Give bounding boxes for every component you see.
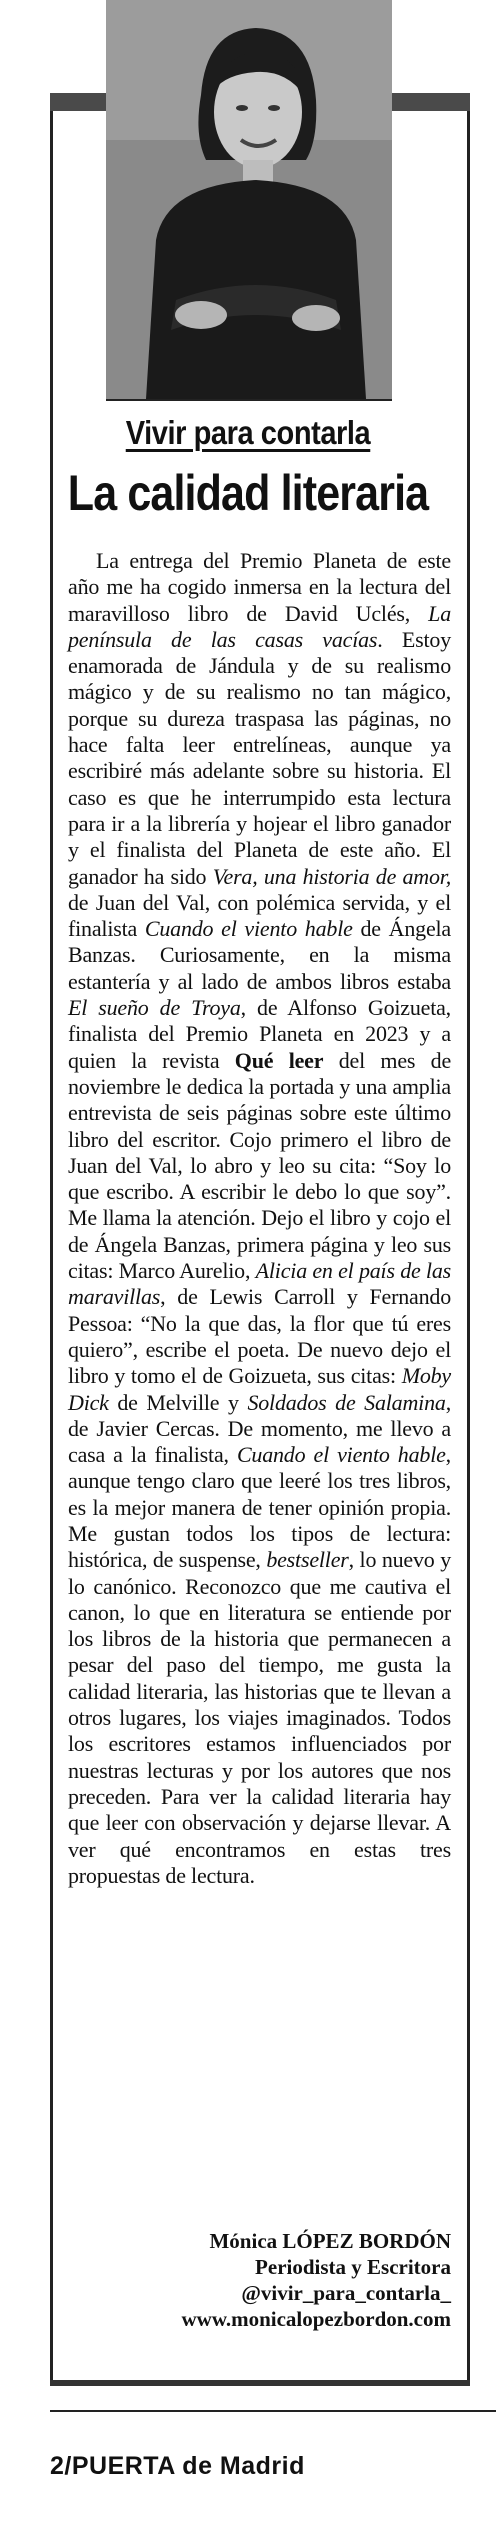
book-title: Alicia en el país de las maravillas (68, 1258, 452, 1310)
page-folio: 2/PUERTA de Madrid (50, 2452, 305, 2480)
book-title: Cuando el viento hable (236, 1442, 446, 1468)
footer-rule (50, 2410, 496, 2412)
book-title: Moby Dick (68, 1363, 451, 1415)
body-text-run: del mes de noviembre le dedica la portada y una amplia entrevista de seis páginas sobre este último libro del escritor. Cojo primero el libro de Juan del Val, lo abro y leo su cita: “Soy lo que escribo. A escribir le debo lo que soy”. Me llama la atención. Dejo el libro y cojo el de Ángela Banzas, primera página y leo sus citas: Marco Aurelio, (68, 1047, 452, 1284)
body-text-run: La entrega del Premio Planeta de este año me ha cogido inmersa en la lectura del maravilloso libro de David Uclés, (68, 548, 451, 626)
article-body (68, 548, 451, 1889)
body-text-run: , de Lewis Carroll y Fernando Pessoa: “No la que das, la flor que tú eres quiero”, escribe el poeta. De nuevo dejo el libro y tomo el de Goizueta, sus citas: (68, 1284, 451, 1389)
column-bottom-rule (50, 2380, 470, 2386)
article-paragraph (68, 548, 451, 1889)
author-photo (106, 0, 392, 401)
book-title: La península de las casas vacías (68, 600, 451, 652)
book-title: bestseller (266, 1547, 349, 1573)
header-bar-right (392, 93, 470, 111)
body-text-run: , de Alfonso Goizueta, finalista del Premio Planeta en 2023 y a quien la revista (68, 995, 451, 1073)
author-role: Periodista y Escritora (255, 2255, 451, 2279)
book-title: Cuando el viento hable (144, 916, 353, 942)
body-text-run: , aunque tengo claro que leeré los tres libros, es la mejor manera de tener opinión propia. Me gustan todos los tipos de lectura: histórica, de suspense, (68, 1442, 451, 1573)
article-headline: La calidad literaria (67, 465, 429, 521)
body-text-run: de Juan del Val, con polémica servida, y el finalista (68, 889, 451, 942)
body-text-run: . Estoy enamorada de Jándula y de su realismo mágico y de su realismo no tan mágico, porque su dureza traspasa las páginas, no hace falta leer entrelíneas, aunque ya escribiré más adelante sobre su historia. El caso es que he interrumpido esta lectura para ir a la librería y hojear el libro ganador y el finalista del Planeta de este año. El ganador ha sido (68, 626, 451, 889)
column-rubric (30, 414, 466, 452)
author-name: Mónica LÓPEZ BORDÓN (209, 2229, 451, 2253)
book-title: Vera, una historia de amor, (212, 863, 451, 889)
body-text-run: de Ángela Banzas. Curiosamente, en la misma estantería y al lado de ambos libros estaba (68, 916, 451, 994)
author-portrait-illustration (106, 0, 392, 399)
header-bar-left (50, 93, 106, 111)
body-text-run: , de Javier Cercas. De momento, me llevo a casa a la finalista, (68, 1389, 451, 1468)
body-text-run: de Melville y (108, 1389, 248, 1415)
column-rubric-text: Vivir para contarla (125, 414, 371, 451)
author-signature (68, 2228, 451, 2332)
book-title: Soldados de Salamina (247, 1389, 446, 1415)
body-text-run: , lo nuevo y lo canónico. Reconozco que me cautiva el canon, lo que en literatura se entiende por los libros de la historia que permanecen a pesar del paso del tiempo, me gusta la calidad literaria, las historias que te llevan a otros lugares, los viajes imaginados. Todos los escritores estamos influenciados por nuestras lecturas y por los autores que nos preceden. Para ver la calidad literaria hay que leer con observación y dejarse llevar. A ver qué encontramos en estas tres propuestas de lectura. (68, 1547, 451, 1888)
author-social-handle: @vivir_para_contarla_ (241, 2281, 451, 2305)
magazine-title: Qué leer (234, 1047, 324, 1073)
book-title: El sueño de Troya (68, 995, 241, 1021)
author-website: www.monicalopezbordon.com (181, 2307, 451, 2331)
